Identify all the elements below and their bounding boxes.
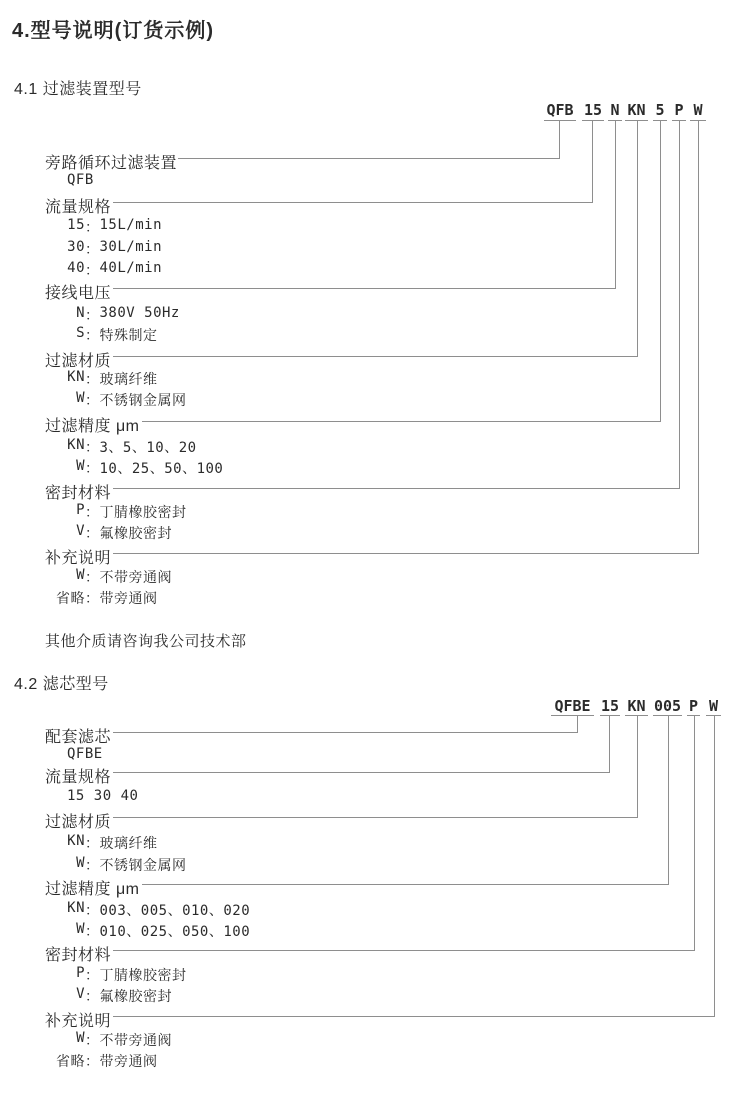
model-code-segment: QFBE xyxy=(554,697,591,715)
connector-vertical-line xyxy=(615,121,616,289)
option-code: S xyxy=(76,325,85,341)
option-value: QFBE xyxy=(67,746,103,762)
option-value: QFB xyxy=(67,172,94,188)
option-desc: 380V 50Hz xyxy=(99,305,180,321)
model-code-segment: 15 xyxy=(583,101,603,119)
option-row xyxy=(45,1051,158,1071)
option-colon: ： xyxy=(85,591,100,607)
model-code-segment: 15 xyxy=(600,697,620,715)
option-colon: ： xyxy=(85,220,100,236)
option-desc: 15L/min xyxy=(99,217,163,233)
option-code: W xyxy=(76,921,85,937)
category-label: 密封材料 xyxy=(45,485,112,502)
option-colon: ： xyxy=(85,1033,100,1049)
option-code: N xyxy=(76,305,85,321)
category-label: 流量规格 xyxy=(45,769,112,786)
code-underline xyxy=(551,715,594,716)
connector-vertical-line xyxy=(694,716,695,951)
connector-vertical-line xyxy=(559,121,560,159)
connector-horizontal-line xyxy=(113,772,610,773)
option-row xyxy=(45,239,162,259)
option-code: P xyxy=(76,502,85,518)
option-row xyxy=(45,217,162,237)
connector-horizontal-line xyxy=(178,158,560,159)
option-code: P xyxy=(76,965,85,981)
connector-vertical-line xyxy=(714,716,715,1017)
option-row xyxy=(45,921,250,941)
option-desc: 丁腈橡胶密封 xyxy=(99,505,187,521)
connector-vertical-line xyxy=(668,716,669,885)
option-code: 省略 xyxy=(56,591,85,607)
category-label: 旁路循环过滤装置 xyxy=(45,155,178,172)
option-desc: 不锈钢金属网 xyxy=(99,858,187,874)
category-label: 补充说明 xyxy=(45,1013,112,1030)
option-desc: 玻璃纤维 xyxy=(99,836,158,852)
option-colon: ： xyxy=(85,526,100,542)
connector-horizontal-line xyxy=(113,1016,715,1017)
option-row xyxy=(45,833,158,853)
category-label: 过滤材质 xyxy=(45,814,112,831)
option-colon: ： xyxy=(85,968,100,984)
model-code-segment: KN xyxy=(627,697,646,715)
connector-horizontal-line xyxy=(113,950,695,951)
page-title: 4.型号说明(订货示例) xyxy=(12,20,214,42)
option-code: V xyxy=(76,986,85,1002)
option-row xyxy=(45,900,250,920)
model-code-segment: 5 xyxy=(655,101,665,119)
section-heading-4-2: 4.2 滤芯型号 xyxy=(14,676,109,693)
option-colon: ： xyxy=(85,1054,100,1070)
option-colon: ： xyxy=(85,989,100,1005)
code-underline xyxy=(600,715,620,716)
option-code: KN xyxy=(67,900,85,916)
category-label: 过滤精度 μm xyxy=(45,881,140,898)
connector-horizontal-line xyxy=(113,553,699,554)
option-value: 15 30 40 xyxy=(67,788,139,804)
option-desc: 氟橡胶密封 xyxy=(99,526,172,542)
option-code: V xyxy=(76,523,85,539)
category-label: 密封材料 xyxy=(45,947,112,964)
option-row xyxy=(45,588,158,608)
model-code-segment: P xyxy=(674,101,684,119)
option-row xyxy=(45,523,172,543)
option-desc: 玻璃纤维 xyxy=(99,372,158,388)
option-row xyxy=(45,325,158,345)
option-colon: ： xyxy=(85,308,100,324)
option-code: 40 xyxy=(67,260,85,276)
option-code: 15 xyxy=(67,217,85,233)
option-row xyxy=(45,305,180,325)
option-row xyxy=(45,437,197,457)
option-row xyxy=(45,369,158,389)
option-colon: ： xyxy=(85,505,100,521)
connector-vertical-line xyxy=(698,121,699,554)
option-colon: ： xyxy=(85,242,100,258)
option-desc: 特殊制定 xyxy=(99,328,158,344)
option-desc: 带旁通阀 xyxy=(99,1054,158,1070)
option-code: KN xyxy=(67,369,85,385)
option-code: KN xyxy=(67,437,85,453)
option-colon: ： xyxy=(85,903,100,919)
connector-vertical-line xyxy=(577,716,578,733)
option-colon: ： xyxy=(85,924,100,940)
option-desc: 40L/min xyxy=(99,260,163,276)
option-code: W xyxy=(76,855,85,871)
connector-horizontal-line xyxy=(113,488,680,489)
connector-vertical-line xyxy=(679,121,680,489)
category-label: 流量规格 xyxy=(45,199,112,216)
model-code-segment: 005 xyxy=(653,697,682,715)
note-other-media: 其他介质请咨询我公司技术部 xyxy=(45,633,247,650)
option-row xyxy=(45,260,162,280)
option-code: W xyxy=(76,1030,85,1046)
connector-horizontal-line xyxy=(142,421,661,422)
option-row xyxy=(45,1030,172,1050)
option-code: 30 xyxy=(67,239,85,255)
option-colon: ： xyxy=(85,836,100,852)
option-code: KN xyxy=(67,833,85,849)
model-code-segment: KN xyxy=(627,101,646,119)
option-row xyxy=(45,390,187,410)
option-colon: ： xyxy=(85,263,100,279)
option-desc: 带旁通阀 xyxy=(99,591,158,607)
option-desc: 3、5、10、20 xyxy=(99,440,197,456)
category-label: 补充说明 xyxy=(45,550,112,567)
connector-horizontal-line xyxy=(113,288,616,289)
category-label: 过滤材质 xyxy=(45,353,112,370)
model-code-segment: P xyxy=(688,697,699,715)
option-desc: 不带旁通阀 xyxy=(99,1033,172,1049)
model-code-segment: W xyxy=(693,101,703,119)
option-code: 省略 xyxy=(56,1054,85,1070)
model-code-segment: QFB xyxy=(546,101,574,119)
connector-horizontal-line xyxy=(113,356,638,357)
option-row xyxy=(45,986,172,1006)
connector-vertical-line xyxy=(660,121,661,422)
option-colon: ： xyxy=(85,461,100,477)
connector-vertical-line xyxy=(637,716,638,818)
option-colon: ： xyxy=(85,858,100,874)
connector-vertical-line xyxy=(637,121,638,357)
option-desc: 氟橡胶密封 xyxy=(99,989,172,1005)
option-desc: 不带旁通阀 xyxy=(99,570,172,586)
option-code: W xyxy=(76,390,85,406)
option-desc: 10、25、50、100 xyxy=(99,461,224,477)
category-label: 接线电压 xyxy=(45,285,112,302)
code-underline xyxy=(582,120,604,121)
option-code: W xyxy=(76,458,85,474)
model-code-segment: W xyxy=(708,697,719,715)
connector-vertical-line xyxy=(609,716,610,773)
option-row xyxy=(45,567,172,587)
option-code: W xyxy=(76,567,85,583)
code-underline xyxy=(544,120,576,121)
option-desc: 010、025、050、100 xyxy=(99,924,251,940)
connector-horizontal-line xyxy=(113,202,593,203)
category-label: 过滤精度 μm xyxy=(45,418,140,435)
connector-vertical-line xyxy=(592,121,593,203)
option-desc: 丁腈橡胶密封 xyxy=(99,968,187,984)
option-colon: ： xyxy=(85,328,100,344)
category-label: 配套滤芯 xyxy=(45,729,112,746)
option-row xyxy=(45,502,187,522)
option-colon: ： xyxy=(85,440,100,456)
option-desc: 30L/min xyxy=(99,239,163,255)
connector-horizontal-line xyxy=(113,732,578,733)
connector-horizontal-line xyxy=(113,817,638,818)
option-desc: 不锈钢金属网 xyxy=(99,393,187,409)
option-colon: ： xyxy=(85,393,100,409)
option-colon: ： xyxy=(85,372,100,388)
option-desc: 003、005、010、020 xyxy=(99,903,251,919)
model-code-segment: N xyxy=(610,101,620,119)
section-heading-4-1: 4.1 过滤装置型号 xyxy=(14,81,142,98)
option-colon: ： xyxy=(85,570,100,586)
option-row xyxy=(45,855,187,875)
connector-horizontal-line xyxy=(142,884,669,885)
option-row xyxy=(45,458,223,478)
option-row xyxy=(45,965,187,985)
